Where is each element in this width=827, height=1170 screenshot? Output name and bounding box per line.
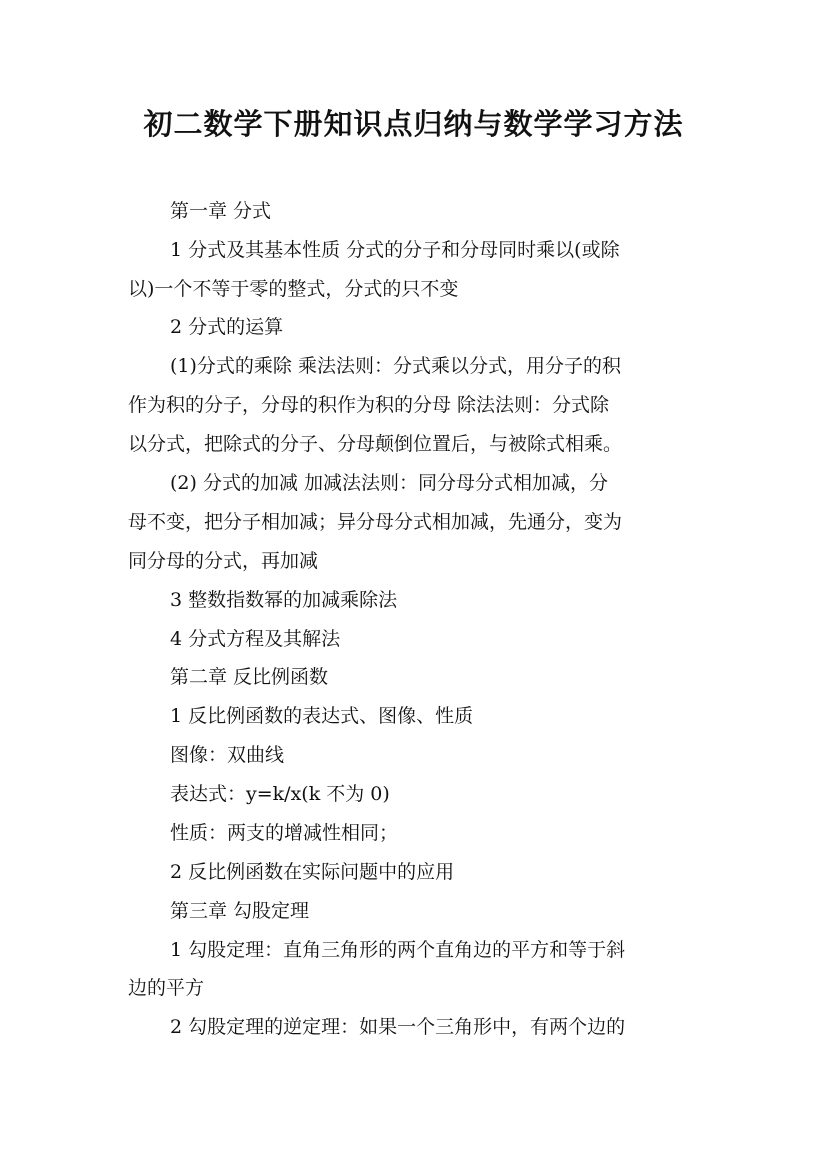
paragraph-line: 边的平方 — [128, 977, 205, 999]
paragraph-line: 1 分式及其基本性质 分式的分子和分母同时乘以(或除 — [170, 239, 620, 261]
chapter-heading: 第三章 勾股定理 — [170, 900, 310, 922]
paragraph-line: 表达式：y=k/x(k 不为 0) — [170, 783, 390, 805]
chapter-heading: 第二章 反比例函数 — [170, 666, 329, 688]
paragraph-line: 2 勾股定理的逆定理：如果一个三角形中，有两个边的 — [170, 1016, 626, 1038]
paragraph-line: 4 分式方程及其解法 — [170, 628, 341, 650]
paragraph-line: 2 反比例函数在实际问题中的应用 — [170, 861, 455, 883]
paragraph-line: 作为积的分子，分母的积作为积的分母 除法法则：分式除 — [128, 394, 610, 416]
paragraph-line: (1)分式的乘除 乘法法则：分式乘以分式，用分子的积 — [170, 355, 621, 377]
paragraph-line: (2) 分式的加减 加减法法则：同分母分式相加减，分 — [170, 472, 608, 494]
paragraph-line: 以分式，把除式的分子、分母颠倒位置后，与被除式相乘。 — [128, 433, 623, 455]
paragraph-line: 以)一个不等于零的整式，分式的只不变 — [128, 278, 459, 300]
paragraph-line: 性质：两支的增减性相同； — [170, 822, 399, 844]
paragraph-line: 1 反比例函数的表达式、图像、性质 — [170, 705, 474, 727]
paragraph-line: 1 勾股定理：直角三角形的两个直角边的平方和等于斜 — [170, 939, 626, 961]
paragraph-line: 3 整数指数幂的加减乘除法 — [170, 589, 398, 611]
paragraph-line: 同分母的分式，再加减 — [128, 550, 319, 572]
paragraph-line: 图像：双曲线 — [170, 744, 285, 766]
paragraph-line: 2 分式的运算 — [170, 316, 284, 338]
document-title: 初二数学下册知识点归纳与数学学习方法 — [143, 107, 684, 141]
chapter-heading: 第一章 分式 — [170, 200, 272, 222]
paragraph-line: 母不变，把分子相加减；异分母分式相加减，先通分，变为 — [128, 511, 623, 533]
